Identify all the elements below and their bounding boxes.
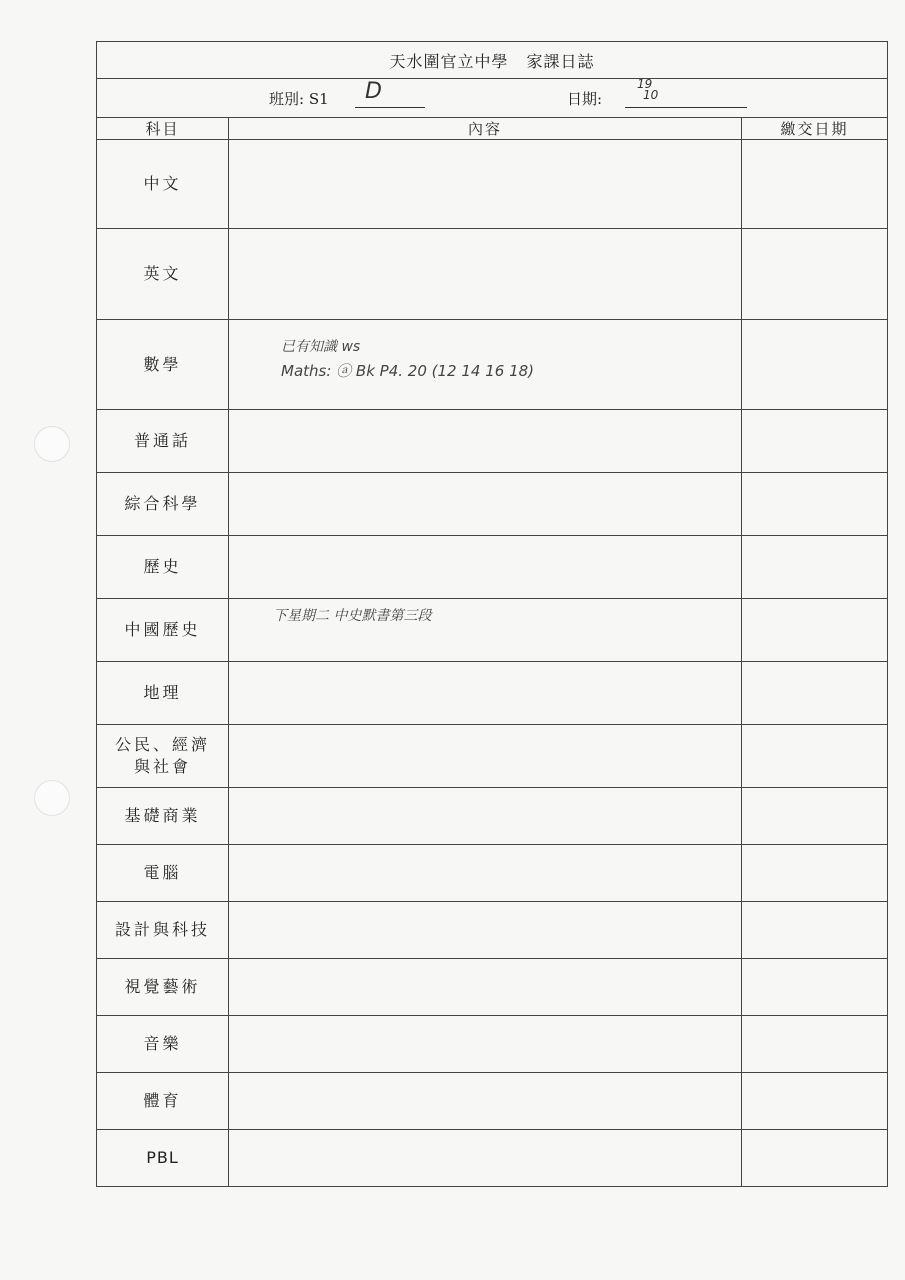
punch-hole [34,426,70,462]
due-date-cell [742,788,888,845]
date-value-day: 19 [637,77,653,91]
due-date-cell [742,473,888,536]
due-date-cell [742,1130,888,1187]
subject-row [97,1130,888,1187]
subject-row [97,229,888,320]
homework-content [229,410,742,473]
subject-name: 中文 [97,140,229,229]
due-date-cell [742,1016,888,1073]
subject-row [97,410,888,473]
subject-name: 歷史 [97,536,229,599]
subject-name: 體育 [97,1073,229,1130]
due-date-cell [742,140,888,229]
subject-row [97,959,888,1016]
subject-row [97,845,888,902]
subject-row [97,662,888,725]
homework-diary-table [96,41,888,1187]
subject-row [97,1073,888,1130]
subject-name: 視覺藝術 [97,959,229,1016]
homework-content [229,140,742,229]
subject-header: 科目 [97,118,229,140]
due-date-cell [742,229,888,320]
diary-name: 家課日誌 [526,51,595,71]
subject-name: 普通話 [97,410,229,473]
subject-name: 公民、經濟 與社會 [97,725,229,788]
date-label: 日期: [567,90,603,108]
subject-row [97,320,888,410]
homework-content [229,788,742,845]
date-underline [625,107,747,108]
class-value: D [365,79,382,104]
homework-content [229,1073,742,1130]
subject-row [97,1016,888,1073]
homework-content [229,662,742,725]
subject-name: 數學 [97,320,229,410]
subject-row [97,599,888,662]
homework-content [229,845,742,902]
subject-name: 音樂 [97,1016,229,1073]
homework-content [229,229,742,320]
subject-name: 設計與科技 [97,902,229,959]
subject-name: 中國歷史 [97,599,229,662]
due-date-cell [742,845,888,902]
due-date-cell [742,902,888,959]
due-date-cell [742,320,888,410]
subject-row [97,536,888,599]
homework-content [229,725,742,788]
homework-content [229,599,742,662]
due-date-cell [742,1073,888,1130]
handwritten-homework: Maths: ⓐ Bk P4. 20 (12 14 16 18) [281,362,535,380]
subject-name: PBL [97,1130,229,1187]
subject-name: 基礎商業 [97,788,229,845]
subject-name: 電腦 [97,845,229,902]
due-date-header: 繳交日期 [742,118,888,140]
due-date-cell [742,725,888,788]
homework-content [229,320,742,410]
due-date-cell [742,410,888,473]
homework-content [229,536,742,599]
date-value-month: 10 [643,88,659,102]
class-date-row [97,79,888,118]
class-underline [355,107,425,108]
due-date-cell [742,959,888,1016]
homework-content [229,1016,742,1073]
handwritten-homework: 已有知識 ws [281,339,361,355]
homework-content [229,473,742,536]
homework-content [229,959,742,1016]
subject-row [97,725,888,788]
subject-row [97,788,888,845]
date-value [637,79,658,101]
due-date-cell [742,662,888,725]
subject-name: 地理 [97,662,229,725]
subject-row [97,140,888,229]
content-header: 內容 [229,118,742,140]
subject-row [97,473,888,536]
school-name: 天水圍官立中學 [389,51,509,71]
diary-title [97,42,888,79]
handwritten-homework: 下星期二 中史默書第三段 [273,608,432,624]
due-date-cell [742,599,888,662]
class-label: 班別: S1 [269,90,329,108]
homework-content [229,1130,742,1187]
subject-name: 綜合科學 [97,473,229,536]
subject-row [97,902,888,959]
due-date-cell [742,536,888,599]
homework-content [229,902,742,959]
punch-hole [34,780,70,816]
subject-name: 英文 [97,229,229,320]
